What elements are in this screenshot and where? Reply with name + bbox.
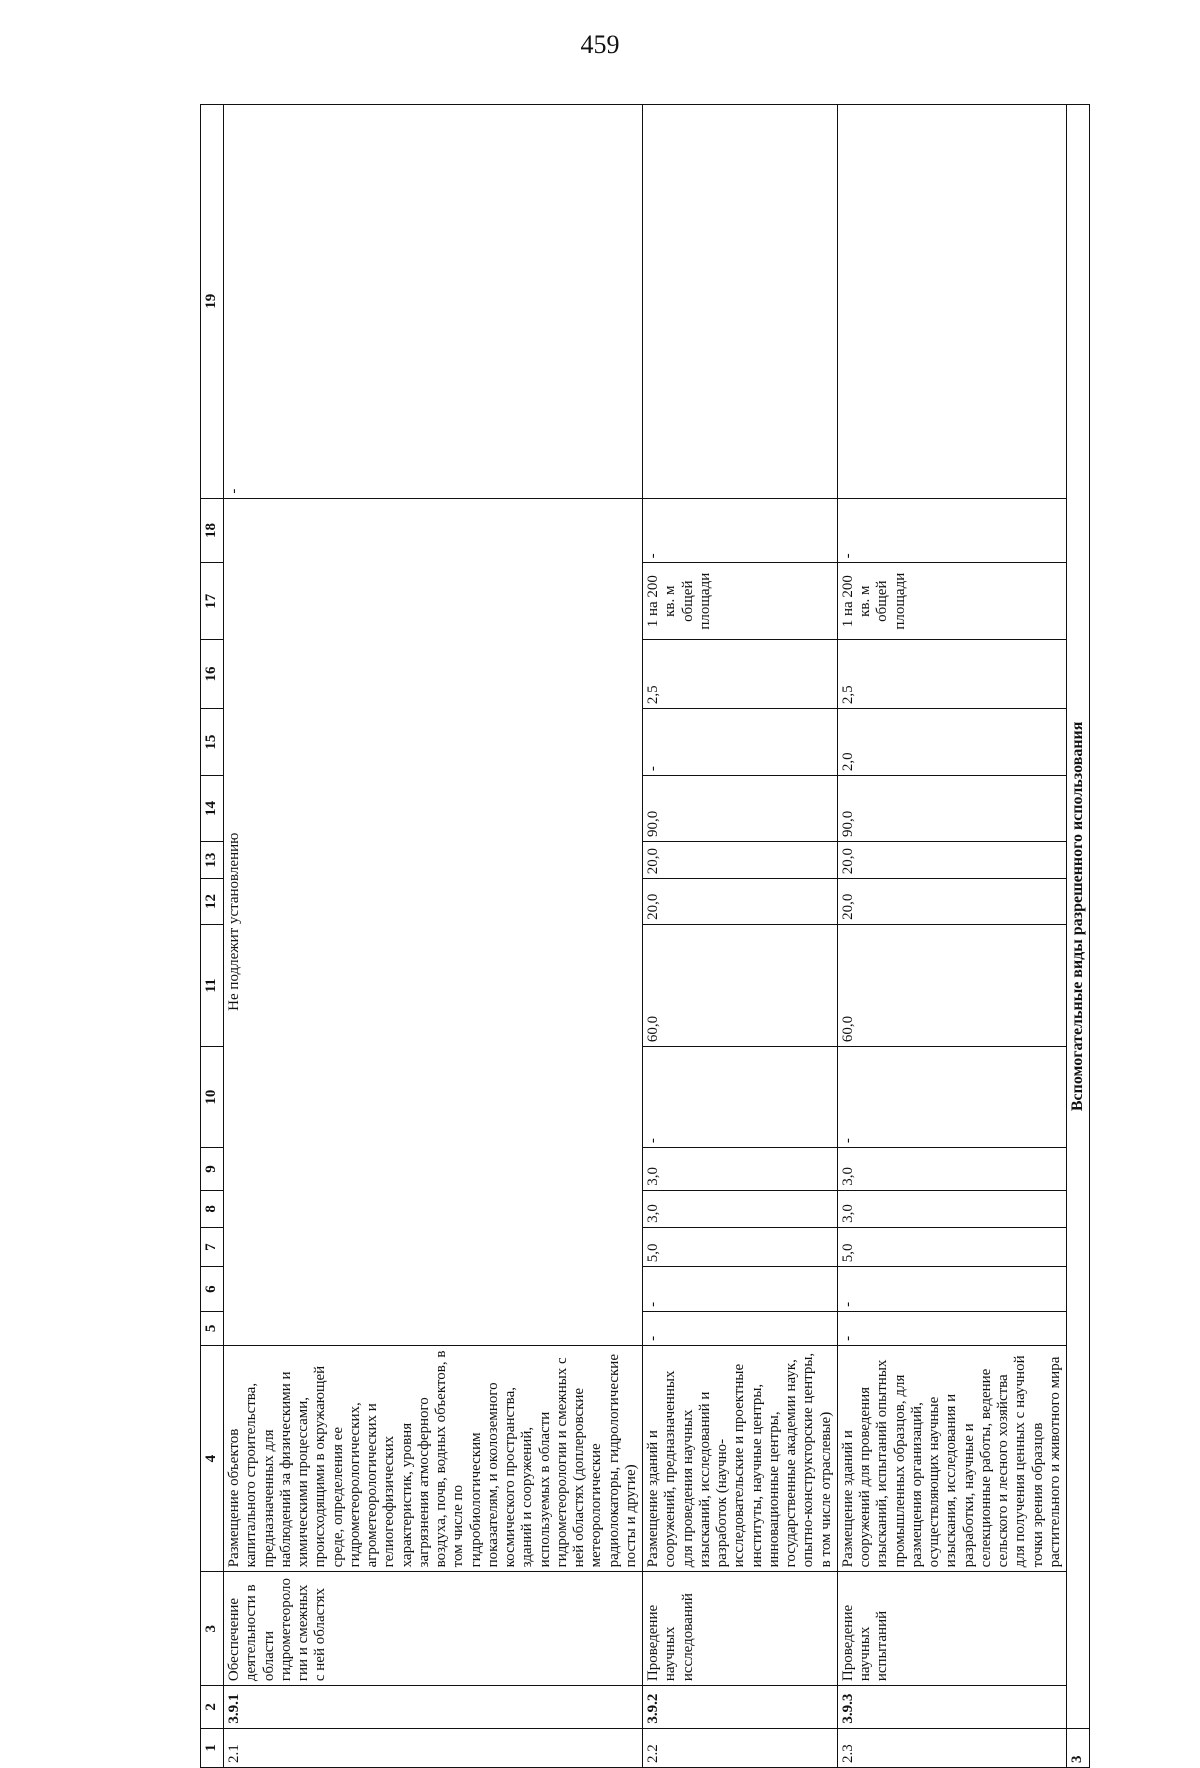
not-established-note: Не подлежит установлению [224, 498, 643, 1345]
value-cell: - [837, 498, 1066, 563]
use-description: Размещение зданий и сооружений, предназначенных для проведения научных изысканий, исследований и разработок (научно-исследовательские и проектные институты, научные центры, инновационные центры, государственные академии наук, опытно-конструкторские центры, в том числе отраслевые) [643, 1345, 838, 1571]
empty-cell [837, 105, 1066, 499]
use-description: Размещение зданий и сооружений для проведения изысканий, испытаний опытных промышленных образцов, для размещения организаций, осуществляющих научные изыскания, исследования и разработки, научные и селекционные работы, ведение сельского и лесного хозяйства для получения ценных с научной точки зрения образцов растительного и животного мира [837, 1345, 1066, 1571]
parking-norm: 1 на 200 кв. м общей площади [643, 563, 838, 640]
header-cell: 1 [201, 1728, 224, 1767]
use-name: Проведение научных испытаний [837, 1572, 1066, 1686]
header-cell: 15 [201, 709, 224, 776]
value-cell: 5,0 [837, 1227, 1066, 1266]
value-cell: - [837, 1047, 1066, 1148]
value-cell: - [643, 709, 838, 776]
row-number: 2.2 [643, 1728, 838, 1767]
table-row [643, 105, 838, 1768]
header-cell: 10 [201, 1047, 224, 1148]
parking-norm: 1 на 200 кв. м общей площади [837, 563, 1066, 640]
value-cell: 2,5 [837, 639, 1066, 708]
value-cell: 5,0 [643, 1227, 838, 1266]
table-row [837, 105, 1066, 1768]
header-cell: 18 [201, 498, 224, 563]
section-title: Вспомогательные виды разрешенного использования [1067, 105, 1090, 1729]
value-cell: 90,0 [837, 776, 1066, 842]
value-cell: - [643, 1311, 838, 1345]
use-name: Обеспечение деятельности в области гидрометеорологии и смежных с ней областях [224, 1572, 643, 1686]
value-cell: - [837, 1311, 1066, 1345]
section-number: 3 [1067, 1728, 1090, 1767]
header-cell: 2 [201, 1686, 224, 1729]
header-row [201, 105, 224, 1768]
use-code: 3.9.2 [643, 1686, 838, 1729]
header-cell: 17 [201, 563, 224, 640]
header-cell: 11 [201, 924, 224, 1046]
value-cell: - [643, 1047, 838, 1148]
value-cell: 3,0 [837, 1148, 1066, 1191]
header-cell: 8 [201, 1190, 224, 1227]
value-cell: 60,0 [643, 924, 838, 1046]
header-cell: 5 [201, 1311, 224, 1345]
value-cell: 90,0 [643, 776, 838, 842]
value-cell: 2,0 [837, 709, 1066, 776]
empty-cell [643, 105, 838, 499]
header-cell: 19 [201, 105, 224, 499]
table-row [224, 105, 643, 1768]
value-cell: - [837, 1267, 1066, 1312]
header-cell: 16 [201, 639, 224, 708]
header-cell: 4 [201, 1345, 224, 1571]
use-description: Размещение объектов капитального строительства, предназначенных для наблюдений за физическими и химическими процессами, происходящими в окружающей среде, определения ее гидрометеорологических, агрометеорологических и гелиогеофизических характеристик, уровня загрязнения атмосферного воздуха, почв, водных объектов, в том числе по гидробиологическим показателям, и околоземного космического пространства, зданий и сооружений, используемых в области гидрометеорологии и смежных с ней областях (доплеровские метеорологические радиолокаторы, гидрологические посты и другие) [224, 1345, 643, 1571]
value-cell: 20,0 [643, 879, 838, 925]
value-cell: 3,0 [837, 1190, 1066, 1227]
value-cell: 3,0 [643, 1190, 838, 1227]
rotated-table-container [200, 104, 1086, 1768]
value-cell: 3,0 [643, 1148, 838, 1191]
use-name: Проведение научных исследований [643, 1572, 838, 1686]
use-code: 3.9.1 [224, 1686, 643, 1729]
value-cell: 20,0 [837, 841, 1066, 878]
header-cell: 3 [201, 1572, 224, 1686]
row-number: 2.3 [837, 1728, 1066, 1767]
page-number: 459 [580, 30, 620, 59]
header-cell: 13 [201, 841, 224, 878]
value-cell: 20,0 [837, 879, 1066, 925]
section-row [1067, 105, 1090, 1768]
value-cell: - [224, 105, 643, 499]
value-cell: - [643, 498, 838, 563]
zoning-table [200, 104, 1090, 1768]
row-number: 2.1 [224, 1728, 643, 1767]
value-cell: 2,5 [643, 639, 838, 708]
header-cell: 6 [201, 1267, 224, 1312]
header-cell: 14 [201, 776, 224, 842]
header-cell: 12 [201, 879, 224, 925]
header-cell: 7 [201, 1227, 224, 1266]
header-cell: 9 [201, 1148, 224, 1191]
value-cell: - [643, 1267, 838, 1312]
value-cell: 60,0 [837, 924, 1066, 1046]
use-code: 3.9.3 [837, 1686, 1066, 1729]
value-cell: 20,0 [643, 841, 838, 878]
